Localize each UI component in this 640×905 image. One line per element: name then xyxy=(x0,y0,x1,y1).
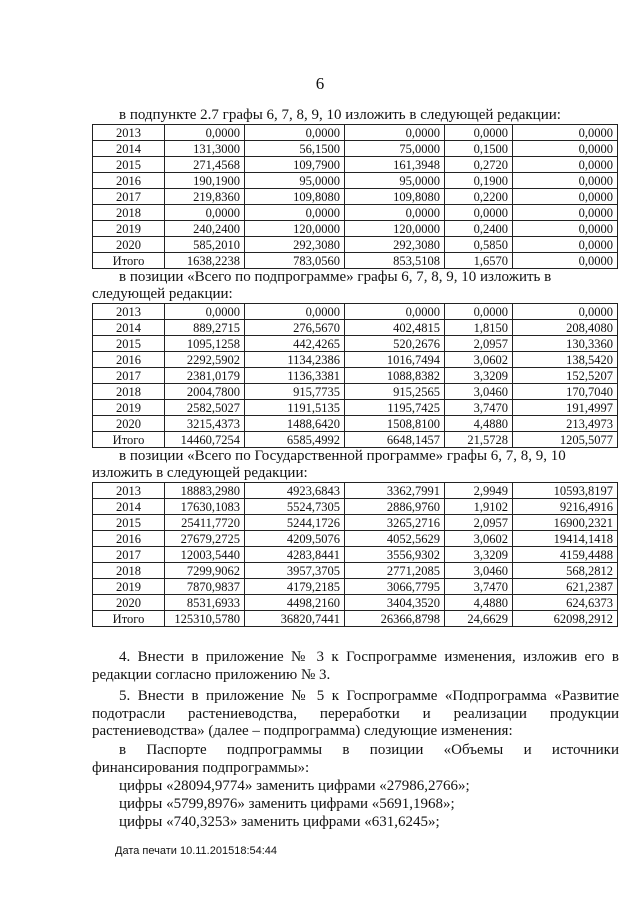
table-cell: 0,0000 xyxy=(513,237,618,253)
table-cell: 1,9102 xyxy=(445,499,513,515)
table-cell: 621,2387 xyxy=(513,579,618,595)
table-cell: 2886,9760 xyxy=(345,499,445,515)
table-row-label: 2016 xyxy=(93,173,165,189)
table-cell: 10593,8197 xyxy=(513,483,618,499)
table-row xyxy=(93,221,618,237)
table-cell: 3215,4373 xyxy=(165,416,245,432)
section2-table-body xyxy=(93,304,618,448)
table-cell: 0,0000 xyxy=(513,304,618,320)
table-cell: 624,6373 xyxy=(513,595,618,611)
table-row xyxy=(93,237,618,253)
table-cell: 5524,7305 xyxy=(245,499,345,515)
section1-table xyxy=(92,124,618,269)
table-row-label: Итого xyxy=(93,253,165,269)
table-cell: 4498,2160 xyxy=(245,595,345,611)
table-cell: 853,5108 xyxy=(345,253,445,269)
table-cell: 292,3080 xyxy=(345,237,445,253)
table-cell: 130,3360 xyxy=(513,336,618,352)
table-row-label: 2014 xyxy=(93,141,165,157)
table-row xyxy=(93,611,618,627)
table-cell: 1088,8382 xyxy=(345,368,445,384)
table-cell: 2004,7800 xyxy=(165,384,245,400)
table-cell: 3,0602 xyxy=(445,531,513,547)
table-cell: 0,0000 xyxy=(513,221,618,237)
table-cell: 4,4880 xyxy=(445,595,513,611)
table-cell: 0,0000 xyxy=(445,125,513,141)
table-cell: 1136,3381 xyxy=(245,368,345,384)
table-cell: 0,0000 xyxy=(513,253,618,269)
table-cell: 1134,2386 xyxy=(245,352,345,368)
section2-intro-line1: в позиции «Всего по подпрограмме» графы 6, 7, 8, 9, 10 изложить в xyxy=(119,269,552,285)
table-cell: 1016,7494 xyxy=(345,352,445,368)
table-cell: 120,0000 xyxy=(245,221,345,237)
table-cell: 131,3000 xyxy=(165,141,245,157)
table-row xyxy=(93,499,618,515)
table-cell: 191,4997 xyxy=(513,400,618,416)
table-row xyxy=(93,563,618,579)
table-cell: 402,4815 xyxy=(345,320,445,336)
table-cell: 95,0000 xyxy=(245,173,345,189)
table-cell: 9216,4916 xyxy=(513,499,618,515)
table-row xyxy=(93,157,618,173)
table-row-label: 2018 xyxy=(93,384,165,400)
table-cell: 0,0000 xyxy=(445,304,513,320)
table-cell: 915,7735 xyxy=(245,384,345,400)
table-cell: 520,2676 xyxy=(345,336,445,352)
table-row-label: 2016 xyxy=(93,531,165,547)
change-line-3: цифры «740,3253» заменить цифрами «631,6245»; xyxy=(119,814,440,830)
table-cell: 0,0000 xyxy=(445,205,513,221)
table-cell: 0,0000 xyxy=(245,304,345,320)
table-row xyxy=(93,547,618,563)
section1-intro: в подпункте 2.7 графы 6, 7, 8, 9, 10 изложить в следующей редакции: xyxy=(119,107,561,123)
table-row-label: 2018 xyxy=(93,563,165,579)
table-cell: 0,2720 xyxy=(445,157,513,173)
table-row xyxy=(93,432,618,448)
table-cell: 1508,8100 xyxy=(345,416,445,432)
table-cell: 1488,6420 xyxy=(245,416,345,432)
table-row-label: 2017 xyxy=(93,189,165,205)
section3-intro-line1: в позиции «Всего по Государственной программе» графы 6, 7, 8, 9, 10 xyxy=(119,448,566,464)
table-row xyxy=(93,515,618,531)
table-row-label: 2019 xyxy=(93,579,165,595)
table-row-label: 2015 xyxy=(93,336,165,352)
table-cell: 16900,2321 xyxy=(513,515,618,531)
table-cell: 56,1500 xyxy=(245,141,345,157)
item5-line2: подотрасли растениеводства, переработки и реализации продукции xyxy=(92,706,619,722)
table-cell: 109,8080 xyxy=(345,189,445,205)
table-cell: 1205,5077 xyxy=(513,432,618,448)
table-row-label: Итого xyxy=(93,611,165,627)
table-cell: 0,0000 xyxy=(165,205,245,221)
change-line-1: цифры «28094,9774» заменить цифрами «27986,2766»; xyxy=(119,778,470,794)
table-cell: 3404,3520 xyxy=(345,595,445,611)
table-cell: 138,5420 xyxy=(513,352,618,368)
table-cell: 95,0000 xyxy=(345,173,445,189)
passport-line1: в Паспорте подпрограммы в позиции «Объемы и источники xyxy=(119,742,619,758)
table-cell: 3,0460 xyxy=(445,384,513,400)
table-cell: 585,2010 xyxy=(165,237,245,253)
table-cell: 3,3209 xyxy=(445,547,513,563)
table-cell: 2582,5027 xyxy=(165,400,245,416)
table-cell: 0,0000 xyxy=(513,157,618,173)
table-cell: 208,4080 xyxy=(513,320,618,336)
item5-line1: 5. Внести в приложение № 5 к Госпрограмме «Подпрограмма «Развитие xyxy=(119,688,619,704)
table-cell: 109,8080 xyxy=(245,189,345,205)
table-cell: 1,8150 xyxy=(445,320,513,336)
table-cell: 0,0000 xyxy=(513,125,618,141)
table-cell: 36820,7441 xyxy=(245,611,345,627)
table-cell: 1191,5135 xyxy=(245,400,345,416)
table-cell: 3957,3705 xyxy=(245,563,345,579)
table-cell: 0,0000 xyxy=(245,125,345,141)
table-row-label: 2019 xyxy=(93,400,165,416)
table-cell: 2292,5902 xyxy=(165,352,245,368)
table-row xyxy=(93,400,618,416)
table-cell: 152,5207 xyxy=(513,368,618,384)
table-row xyxy=(93,384,618,400)
table-row xyxy=(93,189,618,205)
table-cell: 27679,2725 xyxy=(165,531,245,547)
table-cell: 1095,1258 xyxy=(165,336,245,352)
table-cell: 4209,5076 xyxy=(245,531,345,547)
table-row xyxy=(93,141,618,157)
table-cell: 25411,7720 xyxy=(165,515,245,531)
table-cell: 0,2200 xyxy=(445,189,513,205)
table-cell: 568,2812 xyxy=(513,563,618,579)
table-cell: 2771,2085 xyxy=(345,563,445,579)
table-row-label: Итого xyxy=(93,432,165,448)
table-cell: 4923,6843 xyxy=(245,483,345,499)
table-row-label: 2020 xyxy=(93,595,165,611)
table-cell: 2381,0179 xyxy=(165,368,245,384)
table-row xyxy=(93,253,618,269)
item4-line2: редакции согласно приложению № 3. xyxy=(92,667,331,683)
table-cell: 24,6629 xyxy=(445,611,513,627)
table-cell: 3,0460 xyxy=(445,563,513,579)
table-cell: 170,7040 xyxy=(513,384,618,400)
table-cell: 3,3209 xyxy=(445,368,513,384)
table-row-label: 2017 xyxy=(93,368,165,384)
table-row-label: 2014 xyxy=(93,499,165,515)
table-cell: 0,0000 xyxy=(345,125,445,141)
table-cell: 0,0000 xyxy=(513,205,618,221)
table-row-label: 2013 xyxy=(93,125,165,141)
table-cell: 26366,8798 xyxy=(345,611,445,627)
passport-line2: финансирования подпрограммы»: xyxy=(92,760,310,776)
table-cell: 3556,9302 xyxy=(345,547,445,563)
section2-intro-line2: следующей редакции: xyxy=(92,286,233,302)
table-cell: 0,0000 xyxy=(513,173,618,189)
table-cell: 1195,7425 xyxy=(345,400,445,416)
table-row-label: 2015 xyxy=(93,157,165,173)
table-cell: 3265,2716 xyxy=(345,515,445,531)
table-cell: 4052,5629 xyxy=(345,531,445,547)
table-cell: 4,4880 xyxy=(445,416,513,432)
table-cell: 0,0000 xyxy=(245,205,345,221)
table-cell: 0,2400 xyxy=(445,221,513,237)
table-row xyxy=(93,205,618,221)
table-cell: 0,0000 xyxy=(513,141,618,157)
table-cell: 276,5670 xyxy=(245,320,345,336)
table-cell: 120,0000 xyxy=(345,221,445,237)
table-cell: 1,6570 xyxy=(445,253,513,269)
table-row xyxy=(93,304,618,320)
page-number: 6 xyxy=(315,74,325,93)
change-line-2: цифры «5799,8976» заменить цифрами «5691,1968»; xyxy=(119,796,455,812)
table-cell: 271,4568 xyxy=(165,157,245,173)
table-cell: 1638,2238 xyxy=(165,253,245,269)
table-cell: 0,5850 xyxy=(445,237,513,253)
table-cell: 3,7470 xyxy=(445,400,513,416)
table-cell: 6585,4992 xyxy=(245,432,345,448)
table-cell: 0,0000 xyxy=(345,205,445,221)
section3-intro-line2: изложить в следующей редакции: xyxy=(92,465,308,481)
item4-line1: 4. Внести в приложение № 3 к Госпрограмме изменения, изложив его в xyxy=(119,649,619,665)
print-date-footer: Дата печати 10.11.201518:54:44 xyxy=(115,845,278,857)
table-row xyxy=(93,595,618,611)
table-row xyxy=(93,173,618,189)
table-row xyxy=(93,579,618,595)
table-row-label: 2014 xyxy=(93,320,165,336)
table-cell: 62098,2912 xyxy=(513,611,618,627)
table-row-label: 2018 xyxy=(93,205,165,221)
table-row xyxy=(93,483,618,499)
table-row xyxy=(93,336,618,352)
section2-table xyxy=(92,303,618,448)
table-cell: 889,2715 xyxy=(165,320,245,336)
table-cell: 0,0000 xyxy=(513,189,618,205)
table-cell: 783,0560 xyxy=(245,253,345,269)
table-cell: 6648,1457 xyxy=(345,432,445,448)
table-row xyxy=(93,531,618,547)
table-cell: 3,0602 xyxy=(445,352,513,368)
table-cell: 4179,2185 xyxy=(245,579,345,595)
table-cell: 240,2400 xyxy=(165,221,245,237)
table-cell: 2,0957 xyxy=(445,515,513,531)
table-cell: 0,0000 xyxy=(165,304,245,320)
table-cell: 8531,6933 xyxy=(165,595,245,611)
table-cell: 17630,1083 xyxy=(165,499,245,515)
table-row-label: 2017 xyxy=(93,547,165,563)
table-cell: 0,1900 xyxy=(445,173,513,189)
table-cell: 292,3080 xyxy=(245,237,345,253)
section3-table xyxy=(92,482,618,627)
table-row-label: 2020 xyxy=(93,237,165,253)
table-cell: 190,1900 xyxy=(165,173,245,189)
table-cell: 21,5728 xyxy=(445,432,513,448)
table-cell: 12003,5440 xyxy=(165,547,245,563)
table-row xyxy=(93,320,618,336)
table-cell: 14460,7254 xyxy=(165,432,245,448)
table-cell: 109,7900 xyxy=(245,157,345,173)
table-cell: 219,8360 xyxy=(165,189,245,205)
section3-table-body xyxy=(93,483,618,627)
table-cell: 7870,9837 xyxy=(165,579,245,595)
table-cell: 4283,8441 xyxy=(245,547,345,563)
table-cell: 18883,2980 xyxy=(165,483,245,499)
table-cell: 0,0000 xyxy=(345,304,445,320)
table-row xyxy=(93,352,618,368)
table-cell: 0,0000 xyxy=(165,125,245,141)
table-cell: 75,0000 xyxy=(345,141,445,157)
table-row xyxy=(93,416,618,432)
table-cell: 3362,7991 xyxy=(345,483,445,499)
table-row-label: 2016 xyxy=(93,352,165,368)
table-row-label: 2015 xyxy=(93,515,165,531)
table-cell: 442,4265 xyxy=(245,336,345,352)
table-cell: 5244,1726 xyxy=(245,515,345,531)
table-cell: 161,3948 xyxy=(345,157,445,173)
table-cell: 4159,4488 xyxy=(513,547,618,563)
table-cell: 3066,7795 xyxy=(345,579,445,595)
table-row-label: 2020 xyxy=(93,416,165,432)
table-cell: 125310,5780 xyxy=(165,611,245,627)
table-cell: 213,4973 xyxy=(513,416,618,432)
section1-table-body xyxy=(93,125,618,269)
item5-line3: растениеводства» (далее – подпрограмма) следующие изменения: xyxy=(92,723,513,739)
table-cell: 0,1500 xyxy=(445,141,513,157)
table-cell: 3,7470 xyxy=(445,579,513,595)
table-row-label: 2019 xyxy=(93,221,165,237)
table-cell: 2,9949 xyxy=(445,483,513,499)
table-cell: 7299,9062 xyxy=(165,563,245,579)
table-cell: 19414,1418 xyxy=(513,531,618,547)
table-cell: 915,2565 xyxy=(345,384,445,400)
table-row xyxy=(93,125,618,141)
table-cell: 2,0957 xyxy=(445,336,513,352)
table-row-label: 2013 xyxy=(93,483,165,499)
table-row-label: 2013 xyxy=(93,304,165,320)
table-row xyxy=(93,368,618,384)
